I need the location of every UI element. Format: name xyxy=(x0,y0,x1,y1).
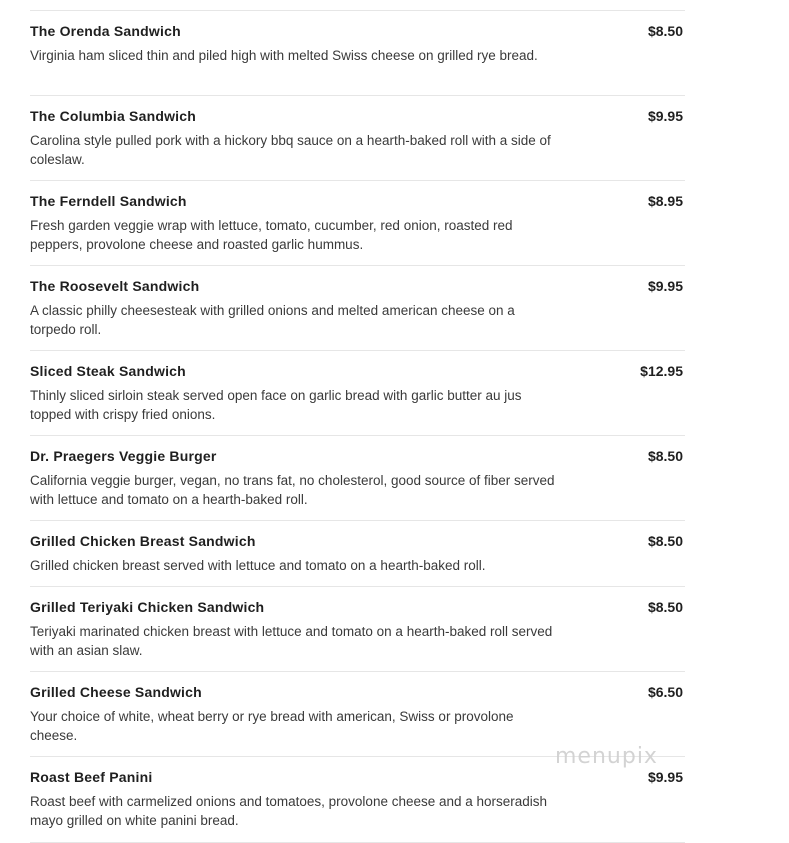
item-price: $8.50 xyxy=(647,448,683,464)
item-name: The Roosevelt Sandwich xyxy=(30,278,200,294)
item-name: Grilled Chicken Breast Sandwich xyxy=(30,533,256,549)
item-description: Carolina style pulled pork with a hickory bbq sauce on a hearth-baked roll with a side of coleslaw. xyxy=(30,133,551,167)
item-description: Fresh garden veggie wrap with lettuce, tomato, cucumber, red onion, roasted red peppers, provolone cheese and roasted garlic hummus. xyxy=(30,218,513,252)
item-price: $9.95 xyxy=(647,769,683,785)
item-name: Grilled Cheese Sandwich xyxy=(30,684,202,700)
item-description: Thinly sliced sirloin steak served open face on garlic bread with garlic butter au jus topped with crispy fried onions. xyxy=(30,388,522,422)
menu-list xyxy=(30,10,685,843)
item-name: Grilled Teriyaki Chicken Sandwich xyxy=(30,599,265,615)
menu-item xyxy=(30,266,685,351)
item-description: Roast beef with carmelized onions and tomatoes, provolone cheese and a horseradish mayo grilled on white panini bread. xyxy=(30,794,548,828)
item-description: Grilled chicken breast served with lettuce and tomato on a hearth-baked roll. xyxy=(30,558,486,573)
item-description: Your choice of white, wheat berry or rye bread with american, Swiss or provolone cheese. xyxy=(30,709,514,743)
item-price: $9.95 xyxy=(647,108,683,124)
menu-item xyxy=(30,757,685,843)
menu-item xyxy=(30,181,685,266)
menu-item xyxy=(30,351,685,436)
item-price: $8.50 xyxy=(647,533,683,549)
menu-item xyxy=(30,436,685,521)
item-name: Dr. Praegers Veggie Burger xyxy=(30,448,217,464)
item-name: The Columbia Sandwich xyxy=(30,108,196,124)
item-description: Teriyaki marinated chicken breast with lettuce and tomato on a hearth-baked roll served with an asian slaw. xyxy=(30,624,553,658)
menupix-watermark: menupix xyxy=(555,744,658,769)
item-name: Roast Beef Panini xyxy=(30,769,153,785)
item-name: Sliced Steak Sandwich xyxy=(30,363,186,379)
item-price: $8.50 xyxy=(647,599,683,615)
item-description: Virginia ham sliced thin and piled high with melted Swiss cheese on grilled rye bread. xyxy=(30,48,538,63)
item-name: The Orenda Sandwich xyxy=(30,23,181,39)
item-description: California veggie burger, vegan, no trans fat, no cholesterol, good source of fiber served with lettuce and tomato on a hearth-baked roll. xyxy=(30,473,555,507)
item-price: $8.50 xyxy=(647,23,683,39)
item-price: $6.50 xyxy=(647,684,683,700)
item-price: $8.95 xyxy=(647,193,683,209)
item-description: A classic philly cheesesteak with grilled onions and melted american cheese on a torpedo roll. xyxy=(30,303,515,337)
item-price: $9.95 xyxy=(647,278,683,294)
menu-item xyxy=(30,587,685,672)
menu-item xyxy=(30,11,685,96)
item-price: $12.95 xyxy=(640,363,683,379)
menu-item xyxy=(30,96,685,181)
menu-item xyxy=(30,521,685,587)
item-name: The Ferndell Sandwich xyxy=(30,193,187,209)
